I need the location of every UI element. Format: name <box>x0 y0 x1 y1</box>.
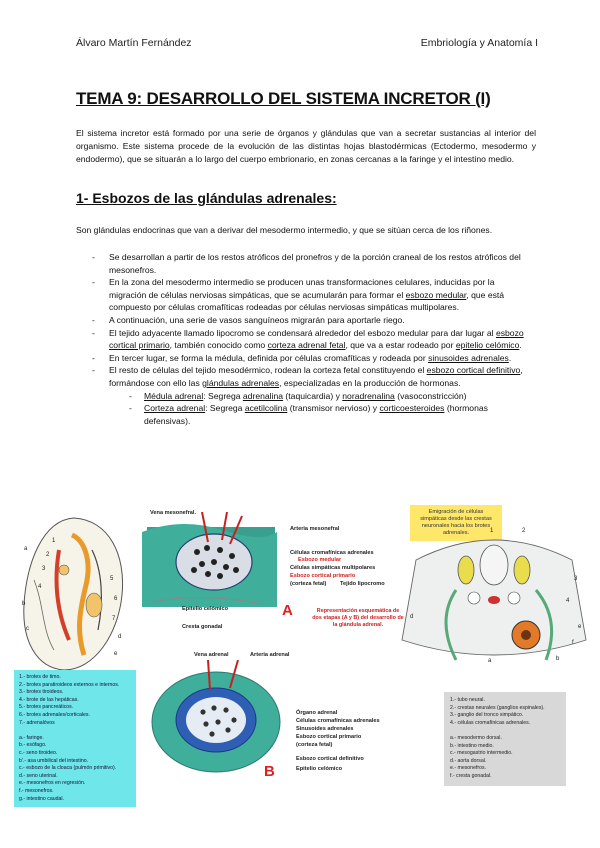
fig-letter: b <box>22 601 26 607</box>
fig-number: 1 <box>490 528 494 534</box>
fig-number: 3 <box>574 576 578 582</box>
left-legend <box>14 670 136 807</box>
label-celulas-cromafinicas-b: Células cromafínicas adrenales <box>296 718 380 724</box>
label-esbozo-cortical: Esbozo cortical primario <box>290 573 356 579</box>
section-paragraph: Son glándulas endocrinas que van a derivar del mesodermo intermedio, y que se sitúan cerca de los riñones. <box>76 225 493 235</box>
fig-letter: a <box>488 658 492 664</box>
legend-line: e.- mesonefros. <box>450 765 487 772</box>
right-legend <box>444 692 566 786</box>
legend-line: e.- mesonefros en regresión. <box>19 780 86 787</box>
list-item: - El tejido adyacente llamado lipocromo se condensará alrededor del esbozo medular para dar lugar al esbozo cortical primario, también conocido como corteza adrenal fetal, que va a estar rodeado por epitelio celómico. <box>92 327 532 352</box>
fig-number: 1 <box>52 538 56 544</box>
fig-letter: b <box>556 656 560 662</box>
legend-line: d.- aorta dorsal. <box>450 757 487 764</box>
legend-line <box>450 727 560 735</box>
legend-line: 3.- brotes tiroideos. <box>19 689 64 696</box>
legend-line: c.- mesogastrio intermedio. <box>450 750 513 757</box>
legend-line: g.- intestino caudal. <box>19 795 64 802</box>
legend-line <box>19 727 131 735</box>
legend-line: b.- intestino medio. <box>450 742 494 749</box>
legend-line: c.- esbozo de la cloaca (pulmón primitivo). <box>19 765 117 772</box>
label-celulas-cromafinicas: Células cromafínicas adrenales <box>290 550 374 556</box>
fig-letter: e <box>114 651 118 657</box>
legend-line: 4.- células cromafínicas adrenales. <box>450 719 531 726</box>
fig-number: 4 <box>38 584 42 590</box>
legend-line: 1.- brotes de timo. <box>19 674 61 680</box>
representation-note: Representación esquemática de dos etapas (A y B) del desarrollo de la glándula adrenal. <box>312 608 404 628</box>
legend-line: b'.- asa umbilical del intestino. <box>19 757 89 764</box>
neural-crest-figure <box>396 520 592 670</box>
list-item: - En la zona del mesodermo intermedio se producen unas transformaciones celulares, inducidas por la migración de células nerviosas simpáticas, que se acumularán para formar el esbozo medular, que está compuesto por células cromafíticas rodeadas por células nerviosas simpáticas multipolares. <box>92 276 532 314</box>
legend-line: 4.- brote de las hepáticas. <box>19 696 79 703</box>
legend-line: 3.- ganglio del tronco simpático. <box>450 712 524 719</box>
fig-number: 6 <box>114 596 118 602</box>
fig-number: 2 <box>46 552 50 558</box>
legend-line: d.- seno uterinal. <box>19 772 58 779</box>
label-esbozo-definitivo: Esbozo cortical definitivo <box>296 756 364 762</box>
legend-line: a.- mesodermo dorsal. <box>450 734 502 741</box>
label-corteza-fetal-b: (corteza fetal) <box>296 742 333 748</box>
fig-letter: f <box>572 640 574 646</box>
label-arteria-adrenal: Arteria adrenal <box>250 652 290 658</box>
section-heading: 1- Esbozos de las glándulas adrenales: <box>76 190 337 206</box>
fig-number: 5 <box>110 576 114 582</box>
header-subject: Embriología y Anatomía I <box>420 37 538 49</box>
embryo-figure <box>14 510 134 678</box>
legend-line: 6.- brotes adrenales/corticales. <box>19 711 90 718</box>
label-vena-mesonefral: Vena mesonefral. <box>150 510 197 516</box>
label-organo-adrenal: Órgano adrenal <box>296 710 338 716</box>
list-item: - Médula adrenal: Segrega adrenalina (taquicardia) y noradrenalina (vasoconstricción) <box>129 390 532 403</box>
page-title: TEMA 9: DESARROLLO DEL SISTEMA INCRETOR (I) <box>76 89 491 108</box>
legend-line: 1.- tubo neural. <box>450 697 485 703</box>
legend-line: f.- cresta gonadal. <box>450 772 492 779</box>
legend-line: b.- esófago. <box>19 742 47 749</box>
label-esbozo-cortical-b: Esbozo cortical primario <box>296 734 362 740</box>
list-item: - Corteza adrenal: Segrega acetilcolina (transmisor nervioso) y corticoesteroides (hormonas defensivas). <box>129 402 532 427</box>
fig-letter: a <box>24 546 28 552</box>
legend-line: 7.- adrenalóvos <box>19 719 55 726</box>
label-epitelio-celomico: Epitelio celómico <box>182 606 229 612</box>
fig-number: 7 <box>112 616 116 622</box>
legend-line: 2.- brotes paratiroideos externos e internos. <box>19 681 120 688</box>
label-celulas-simpaticas: Células simpáticas multipolares <box>290 565 376 571</box>
label-vena-adrenal: Vena adrenal <box>194 652 229 658</box>
legend-line: f.- mesonefros. <box>19 787 54 794</box>
list-item: - Se desarrollan a partir de los restos atróficos del pronefros y de la porción craneal de los restos atróficos del mesonefros. <box>92 251 532 276</box>
sub-list <box>129 390 532 428</box>
header-author: Álvaro Martín Fernández <box>76 37 192 49</box>
intro-paragraph: El sistema incretor está formado por una serie de órganos y glándulas que van a secretar sustancias al interior del organismo. Este sistema procede de la evolución de las distintas hojas blastodérmicas (Ectodermo, mesodermo y endodermo), que se situarán a lo largo del cuerpo embrionario, en zonas cercanas a la faringe y el intestino medio. <box>76 128 536 165</box>
adrenal-stage-a-figure <box>142 512 277 617</box>
fig-letter: c <box>26 626 29 632</box>
figure-letter-a: A <box>282 602 293 619</box>
label-esbozo-medular: Esbozo medular <box>298 557 342 563</box>
label-corteza-fetal: (corteza fetal) <box>290 581 327 587</box>
bullet-list <box>92 251 532 427</box>
yellow-note: Emigración de células simpáticas desde las crestas neuronales hacia los brotes adrenales. <box>410 505 502 541</box>
fig-letter: d <box>118 634 122 640</box>
list-item: - En tercer lugar, se forma la médula, definida por células cromafíticas y rodeada por sinusoides adrenales. <box>92 352 532 365</box>
legend-line: 2.- crestas neurales (ganglios espinales). <box>450 704 545 711</box>
adrenal-stage-b-figure <box>148 660 288 778</box>
label-sinusoides: Sinusoides adrenales <box>296 726 354 732</box>
label-arteria-mesonefral: Arteria mesonefral <box>290 526 340 532</box>
list-item: - A continuación, una serie de vasos sanguíneos migrarán para aportarle riego. <box>92 314 532 327</box>
fig-number: 3 <box>42 566 46 572</box>
label-epitelio-celomico-b: Epitelio celómico <box>296 766 343 772</box>
legend-line: 5.- brotes pancreáticos. <box>19 704 74 711</box>
fig-number: 4 <box>566 598 570 604</box>
legend-line: a.- faringe. <box>19 734 44 741</box>
list-item: - El resto de células del tejido mesodérmico, rodean la corteza fetal constituyendo el esbozo cortical definitivo, formándose con ello las glándulas adrenales, especializadas en la producción de hormonas. - Médula adrenal: Segrega adrenalina (taquicardia) y noradrenalina (vasoconstricción) - Corteza adrenal: Segrega acetilcolina (transmisor nervioso) y corticoesteroides (hormonas defensivas). <box>92 364 532 427</box>
fig-letter: d <box>410 614 414 620</box>
fig-letter: e <box>578 624 582 630</box>
label-cresta-gonadal: Cresta gonadal <box>182 624 223 630</box>
figure-letter-b: B <box>264 763 275 780</box>
legend-line: c.- seno tiroideo. <box>19 749 58 756</box>
label-tejido-lipocromo: Tejido lipocromo <box>340 581 385 587</box>
fig-number: 2 <box>522 528 526 534</box>
